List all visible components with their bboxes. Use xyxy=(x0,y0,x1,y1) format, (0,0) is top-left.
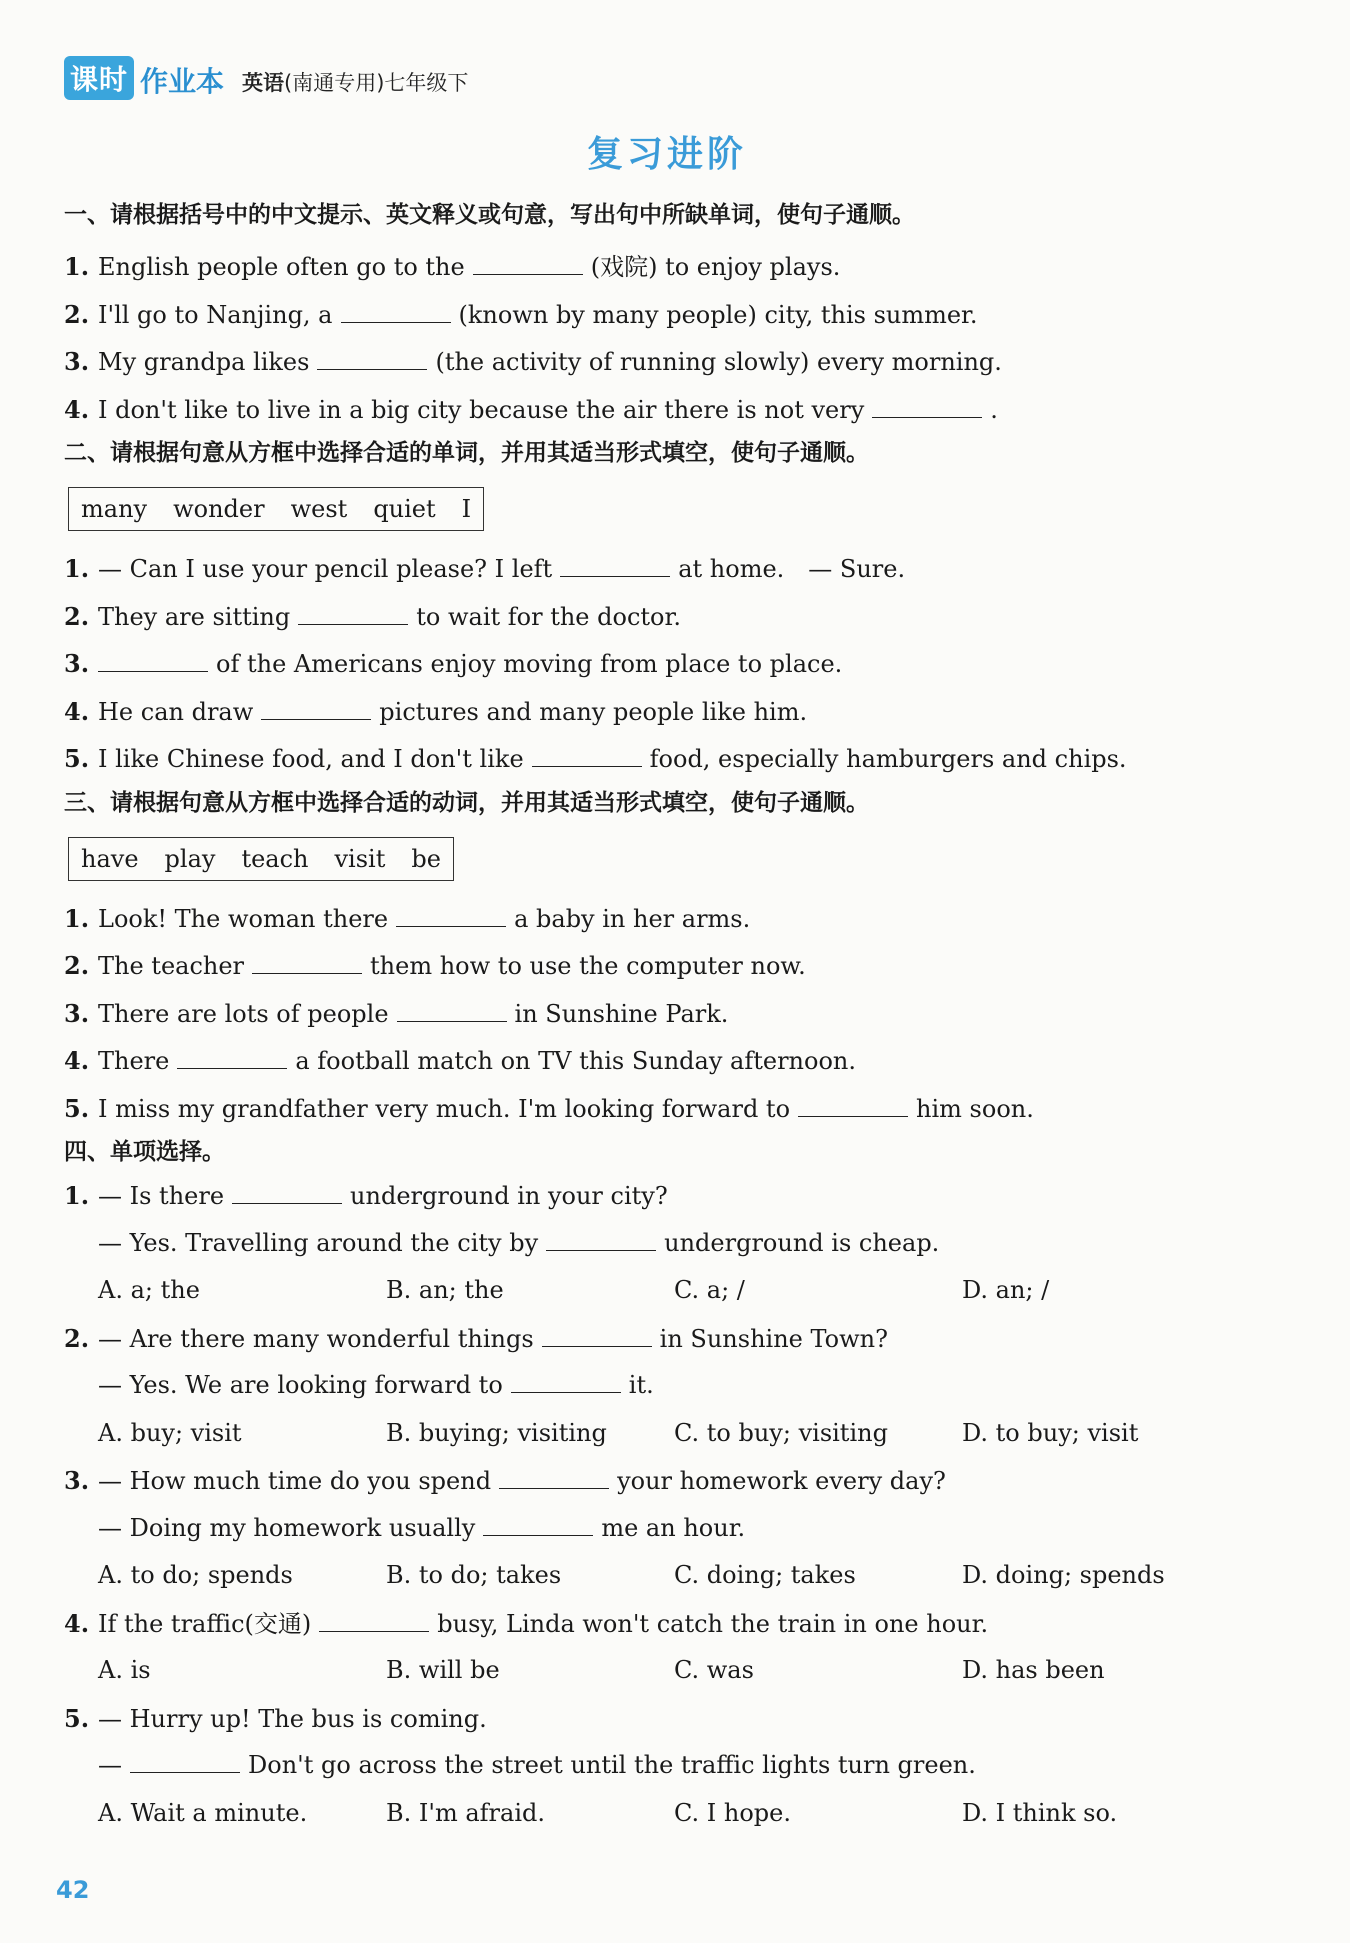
question-item: 1. Look! The woman there a baby in her arms. xyxy=(64,903,751,933)
word-bank-item: quiet xyxy=(373,495,436,523)
option-b[interactable]: B. will be xyxy=(386,1656,500,1684)
question-item: 2. The teacher them how to use the computer now. xyxy=(64,951,806,980)
option-a[interactable]: A. is xyxy=(98,1656,151,1684)
page-header xyxy=(64,60,1270,100)
option-b[interactable]: B. to do; takes xyxy=(386,1561,562,1589)
mcq-stem: 3. — How much time do you spend your homework every day? xyxy=(64,1466,946,1495)
answer-blank[interactable] xyxy=(252,953,362,974)
mcq-stem: 1. — Is there underground in your city? xyxy=(64,1181,668,1210)
answer-blank[interactable] xyxy=(546,1230,656,1251)
subject-label: 英语(南通专用)七年级下 xyxy=(242,71,469,95)
question-item: 3. of the Americans enjoy moving from place to place. xyxy=(64,649,843,678)
answer-blank[interactable] xyxy=(499,1468,609,1489)
section-4-heading: 四、单项选择。 xyxy=(64,1139,225,1165)
question-item: 4. I don't like to live in a big city because the air there is not very . xyxy=(64,394,998,424)
option-c[interactable]: C. was xyxy=(674,1656,754,1684)
mcq-stem: — Yes. Travelling around the city by underground is cheap. xyxy=(98,1228,940,1257)
answer-blank[interactable] xyxy=(511,1372,621,1393)
mcq-options xyxy=(64,1267,1270,1315)
word-bank-item: be xyxy=(411,844,441,873)
word-bank xyxy=(68,837,454,881)
page-title: 复习进阶 xyxy=(586,134,747,175)
option-d[interactable]: D. to buy; visit xyxy=(962,1418,1139,1447)
section-3-items xyxy=(64,895,1270,1133)
word-bank-item: I xyxy=(461,495,472,523)
answer-blank[interactable] xyxy=(341,302,451,323)
section-4-items xyxy=(64,1172,1270,1837)
option-a[interactable]: A. to do; spends xyxy=(98,1561,293,1589)
answer-blank[interactable] xyxy=(298,604,408,625)
section-1-items xyxy=(64,243,1270,433)
answer-blank[interactable] xyxy=(560,556,670,577)
option-c[interactable]: C. doing; takes xyxy=(674,1561,856,1589)
question-item: 3. My grandpa likes (the activity of running slowly) every morning. xyxy=(64,347,1002,376)
word-bank-item: visit xyxy=(334,844,386,873)
answer-blank[interactable] xyxy=(98,651,208,672)
option-b[interactable]: B. buying; visiting xyxy=(386,1418,607,1447)
answer-blank[interactable] xyxy=(261,699,371,720)
word-bank-item: teach xyxy=(241,844,309,873)
mcq-stem: — Doing my homework usually me an hour. xyxy=(98,1513,746,1542)
question-item: 1. — Can I use your pencil please? I left at home. — Sure. xyxy=(64,554,906,583)
answer-blank[interactable] xyxy=(317,349,427,370)
option-c[interactable]: C. a; / xyxy=(674,1276,745,1304)
word-bank-item: wonder xyxy=(173,495,265,523)
option-c[interactable]: C. to buy; visiting xyxy=(674,1418,888,1447)
answer-blank[interactable] xyxy=(483,1515,593,1536)
question-item: 5. I miss my grandfather very much. I'm looking forward to him soon. xyxy=(64,1093,1034,1123)
mcq-stem: 5. — Hurry up! The bus is coming. xyxy=(64,1703,487,1733)
mcq-options xyxy=(64,1790,1270,1838)
question-item: 5. I like Chinese food, and I don't like food, especially hamburgers and chips. xyxy=(64,744,1127,773)
answer-blank[interactable] xyxy=(319,1611,429,1632)
answer-blank[interactable] xyxy=(177,1048,287,1069)
option-b[interactable]: B. an; the xyxy=(386,1276,504,1304)
section-3-heading: 三、请根据句意从方框中选择合适的动词，并用其适当形式填空，使句子通顺。 xyxy=(64,789,869,816)
word-bank xyxy=(68,487,484,531)
question-item: 1. English people often go to the (戏院) to enjoy plays. xyxy=(64,252,841,281)
answer-blank[interactable] xyxy=(532,746,642,767)
section-2-heading: 二、请根据句意从方框中选择合适的单词，并用其适当形式填空，使句子通顺。 xyxy=(64,440,869,466)
answer-blank[interactable] xyxy=(473,254,583,275)
question-item: 2. They are sitting to wait for the doctor. xyxy=(64,601,681,631)
mcq-stem: 4. If the traffic(交通) busy, Linda won't catch the train in one hour. xyxy=(64,1608,989,1638)
word-bank-item: play xyxy=(164,844,216,873)
answer-blank[interactable] xyxy=(872,397,982,418)
option-a[interactable]: A. Wait a minute. xyxy=(98,1798,308,1827)
option-b[interactable]: B. I'm afraid. xyxy=(386,1798,545,1827)
option-a[interactable]: A. buy; visit xyxy=(98,1418,242,1447)
word-bank-item: many xyxy=(81,495,148,523)
option-d[interactable]: D. has been xyxy=(962,1656,1105,1684)
mcq-options xyxy=(64,1552,1270,1600)
question-item: 3. There are lots of people in Sunshine Park. xyxy=(64,998,729,1028)
question-item: 4. He can draw pictures and many people like him. xyxy=(64,696,808,726)
mcq-stem: 2. — Are there many wonderful things in Sunshine Town? xyxy=(64,1323,888,1353)
word-bank-item: west xyxy=(290,495,348,523)
mcq-stem: — Don't go across the street until the traffic lights turn green. xyxy=(98,1751,976,1779)
mcq-options xyxy=(64,1647,1270,1695)
section-1-heading: 一、请根据括号中的中文提示、英文释义或句意，写出句中所缺单词，使句子通顺。 xyxy=(64,202,915,228)
question-item: 4. There a football match on TV this Sunday afternoon. xyxy=(64,1046,856,1075)
answer-blank[interactable] xyxy=(396,906,506,927)
mcq-stem: — Yes. We are looking forward to it. xyxy=(98,1371,654,1399)
page-number: 42 xyxy=(56,1876,90,1904)
option-c[interactable]: C. I hope. xyxy=(674,1798,791,1827)
section-2-items xyxy=(64,545,1270,783)
brand-name: 作业本 xyxy=(140,65,225,98)
option-a[interactable]: A. a; the xyxy=(98,1276,200,1304)
answer-blank[interactable] xyxy=(397,1001,507,1022)
option-d[interactable]: D. I think so. xyxy=(962,1798,1118,1827)
answer-blank[interactable] xyxy=(130,1752,240,1773)
answer-blank[interactable] xyxy=(542,1326,652,1347)
option-d[interactable]: D. doing; spends xyxy=(962,1561,1165,1589)
answer-blank[interactable] xyxy=(798,1096,908,1117)
brand-logo: 课时 xyxy=(64,56,134,100)
question-item: 2. I'll go to Nanjing, a (known by many people) city, this summer. xyxy=(64,299,978,329)
mcq-options xyxy=(64,1410,1270,1458)
word-bank-item: have xyxy=(81,844,139,873)
answer-blank[interactable] xyxy=(232,1183,342,1204)
option-d[interactable]: D. an; / xyxy=(962,1276,1050,1304)
